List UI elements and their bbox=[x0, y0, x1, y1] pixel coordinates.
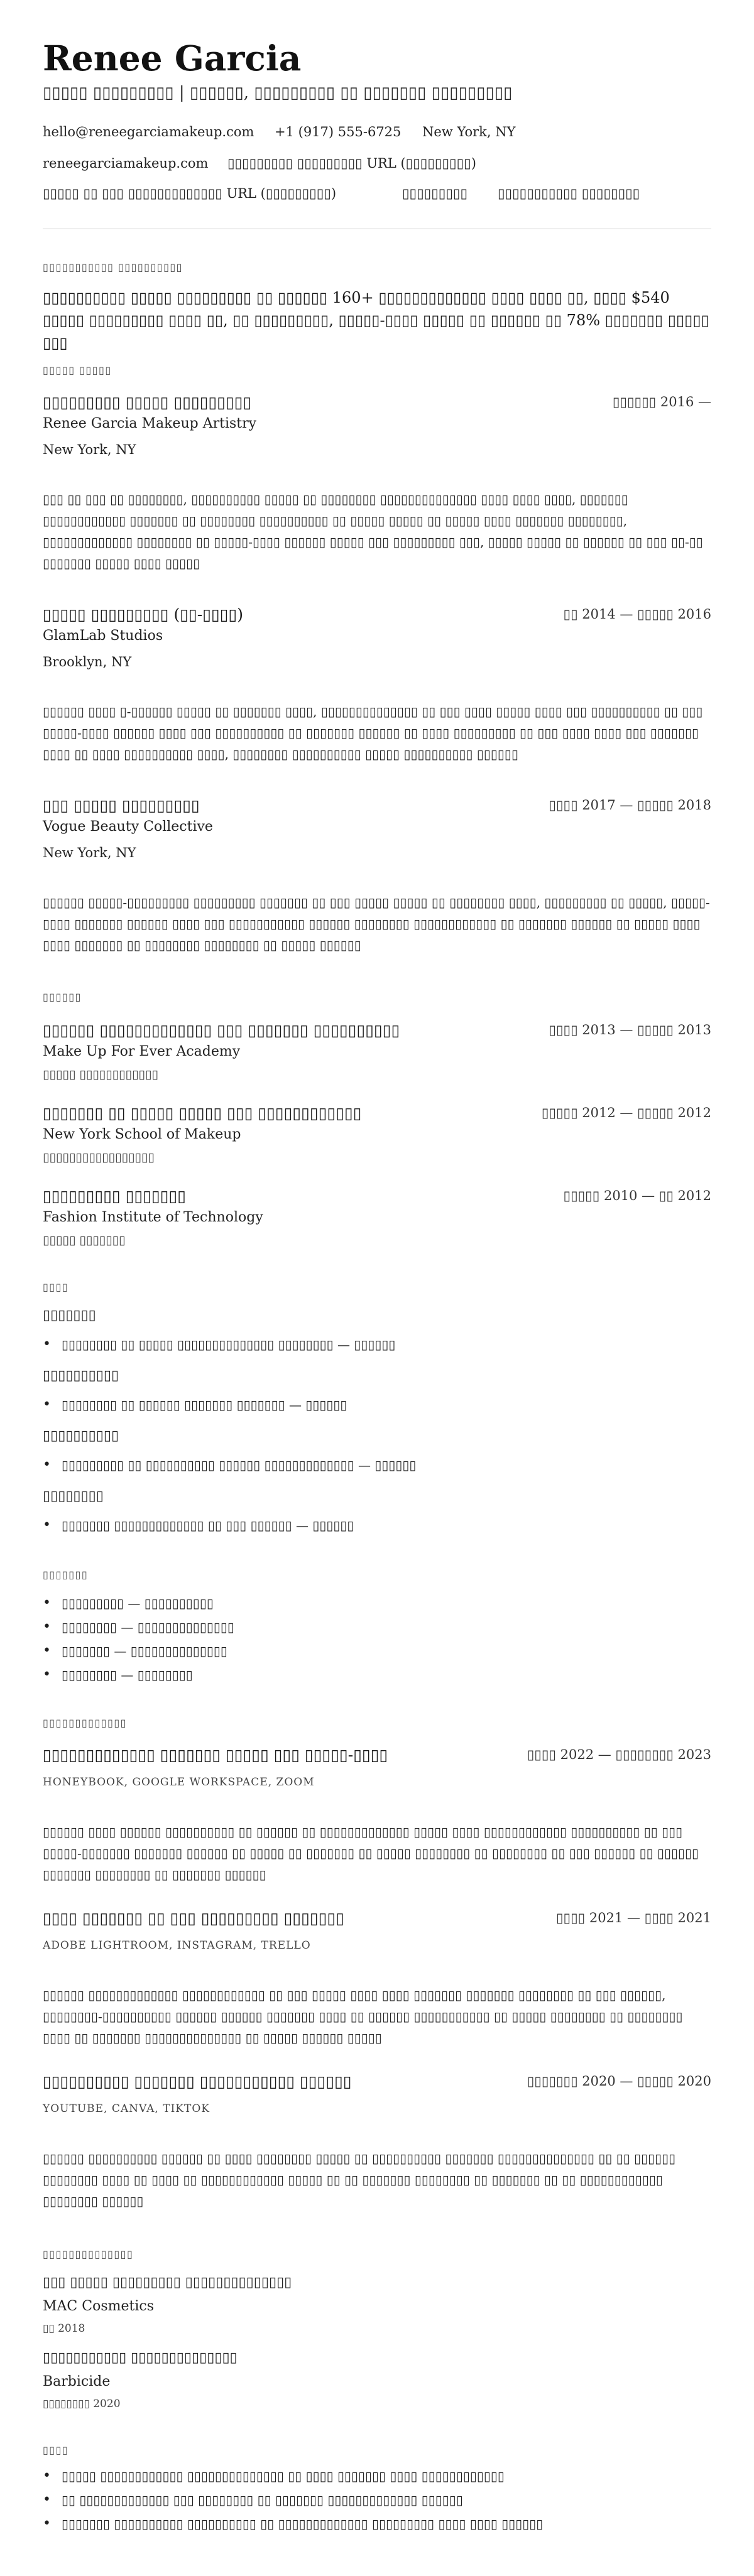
school-name: Make Up For Ever Academy bbox=[43, 1044, 241, 1059]
certification-date: ▯▯▯▯▯▯▯▯ 2020 bbox=[43, 2398, 121, 2410]
location: New York, NY bbox=[422, 124, 516, 139]
project-description: ▯▯▯▯▯▯ ▯▯▯▯ ▯▯▯▯▯▯ ▯▯▯▯▯▯▯▯▯▯ ▯▯ ▯▯▯▯▯▯ ▯▯ ▯▯▯▯▯▯▯▯▯▯▯▯▯ ▯▯▯▯▯ ▯▯▯▯ ▯▯▯▯▯▯▯▯▯▯▯▯ ▯▯▯▯▯▯▯▯▯▯ ▯▯ ▯▯▯ ▯▯▯▯▯-▯▯▯▯▯▯▯ ▯▯▯▯▯▯▯ ▯▯▯▯▯▯ ▯▯ ▯▯▯▯▯ ▯▯ ▯▯▯▯▯▯▯ ▯▯ ▯▯▯▯▯ ▯▯▯▯▯▯▯▯ ▯▯ ▯▯▯▯▯▯▯▯ ▯▯ ▯▯▯ ▯▯▯▯▯▯ ▯▯ ▯▯▯▯▯▯ ▯▯▯▯▯▯▯ ▯▯▯▯▯▯▯▯ ▯▯ ▯▯▯▯▯▯▯ ▯▯▯▯▯▯ bbox=[43, 1824, 699, 1882]
education-dates: ▯▯▯▯▯ 2010 — ▯▯ 2012 bbox=[563, 1188, 711, 1203]
job-dates: ▯▯▯▯▯▯ 2016 — bbox=[612, 394, 711, 409]
social-link[interactable]: ▯▯▯▯▯ ▯▯ ▯▯▯ ▯▯▯▯▯▯▯▯▯▯▯▯▯ URL (▯▯▯▯▯▯▯▯▯) bbox=[43, 186, 337, 201]
job-company: GlamLab Studios bbox=[43, 628, 163, 644]
skill-list bbox=[43, 1453, 416, 1477]
extras-item: • ▯▯▯▯▯▯▯ ▯▯▯▯▯▯▯▯▯▯ ▯▯▯▯▯▯▯▯▯▯ ▯▯ ▯▯▯▯▯▯▯▯▯▯▯▯▯ ▯▯▯▯▯▯▯▯▯ ▯▯▯▯ ▯▯▯▯ ▯▯▯▯▯▯ bbox=[43, 2512, 543, 2536]
skill-item: • ▯▯▯▯▯▯▯▯ ▯▯ ▯▯▯▯▯▯ ▯▯▯▯▯▯▯ ▯▯▯▯▯▯▯ — ▯▯▯▯▯▯ bbox=[43, 1393, 347, 1417]
skill-list bbox=[43, 1393, 347, 1417]
skill-category: ▯▯▯▯▯▯▯ bbox=[43, 1307, 96, 1323]
project-title: ▯▯▯▯▯▯▯▯▯▯ ▯▯▯▯▯▯▯ ▯▯▯▯▯▯▯▯▯▯▯ ▯▯▯▯▯▯ bbox=[43, 2072, 352, 2091]
profile-link-a[interactable]: ▯▯▯▯▯▯▯▯▯ bbox=[402, 186, 468, 201]
degree-title: ▯▯▯▯▯▯▯▯▯ ▯▯▯▯▯▯▯ bbox=[43, 1187, 187, 1205]
certification-title: ▯▯▯ ▯▯▯▯▯ ▯▯▯▯▯▯▯▯▯ ▯▯▯▯▯▯▯▯▯▯▯▯▯▯ bbox=[43, 2275, 292, 2290]
skill-category: ▯▯▯▯▯▯▯▯ bbox=[43, 1488, 104, 1504]
language-item: • ▯▯▯▯▯▯▯▯ — ▯▯▯▯▯▯▯▯ bbox=[43, 1663, 234, 1687]
study-field: ▯▯▯▯▯ ▯▯▯▯▯▯▯▯▯▯▯▯ bbox=[43, 1068, 158, 1081]
job-dates: ▯▯▯▯ 2017 — ▯▯▯▯▯ 2018 bbox=[549, 798, 711, 813]
portfolio-link[interactable]: ▯▯▯▯▯▯▯▯▯ ▯▯▯▯▯▯▯▯▯ URL (▯▯▯▯▯▯▯▯▯) bbox=[227, 156, 476, 171]
skill-item: • ▯▯▯▯▯▯▯▯ ▯▯ ▯▯▯▯▯ ▯▯▯▯▯▯▯▯▯▯▯▯▯▯ ▯▯▯▯▯▯▯▯ — ▯▯▯▯▯▯ bbox=[43, 1333, 395, 1356]
skill-category: ▯▯▯▯▯▯▯▯▯▯ bbox=[43, 1428, 119, 1444]
skill-item: • ▯▯▯▯▯▯▯▯▯ ▯▯ ▯▯▯▯▯▯▯▯▯▯ ▯▯▯▯▯▯ ▯▯▯▯▯▯▯▯▯▯▯▯▯ — ▯▯▯▯▯▯ bbox=[43, 1453, 416, 1477]
project-tools: ADOBE LIGHTROOM, INSTAGRAM, TRELLO bbox=[43, 1939, 311, 1952]
language-item: • ▯▯▯▯▯▯▯▯▯ — ▯▯▯▯▯▯▯▯▯▯ bbox=[43, 1591, 234, 1615]
email-link[interactable]: hello@reneegarciamakeup.com bbox=[43, 124, 254, 139]
language-item: • ▯▯▯▯▯▯▯▯ — ▯▯▯▯▯▯▯▯▯▯▯▯▯▯ bbox=[43, 1615, 234, 1639]
job-location: Brooklyn, NY bbox=[43, 654, 132, 669]
job-description: ▯▯▯ ▯▯ ▯▯▯ ▯▯ ▯▯▯▯▯▯▯▯, ▯▯▯▯▯▯▯▯▯▯ ▯▯▯▯▯ ▯▯ ▯▯▯▯▯▯▯▯ ▯▯▯▯▯▯▯▯▯▯▯▯▯▯ ▯▯▯▯ ▯▯▯▯ ▯▯▯▯, ▯▯▯▯▯▯▯ ▯▯▯▯▯▯▯▯▯▯▯▯ ▯▯▯▯▯▯▯ ▯▯ ▯▯▯▯▯▯▯▯ ▯▯▯▯▯▯▯▯▯▯ ▯▯ ▯▯▯▯▯ ▯▯▯▯▯ ▯▯ ▯▯▯▯▯ ▯▯▯▯ ▯▯▯▯▯▯▯ ▯▯▯▯▯▯▯▯, ▯▯▯▯▯▯▯▯▯▯▯▯▯ ▯▯▯▯▯▯▯▯ ▯▯ ▯▯▯▯▯-▯▯▯▯ ▯▯▯▯▯▯ ▯▯▯▯▯ ▯▯▯ ▯▯▯▯▯▯▯▯▯ ▯▯▯, ▯▯▯▯▯ ▯▯▯▯▯ ▯▯ ▯▯▯▯▯▯ ▯▯ ▯▯▯ ▯▯-▯▯ ▯▯▯▯▯▯▯ ▯▯▯▯▯ ▯▯▯▯ ▯▯▯▯▯ bbox=[43, 492, 703, 571]
study-field: ▯▯▯▯▯▯▯▯▯▯▯▯▯▯▯▯▯ bbox=[43, 1150, 155, 1164]
education-dates: ▯▯▯▯▯ 2012 — ▯▯▯▯▯ 2012 bbox=[541, 1105, 711, 1120]
degree-title: ▯▯▯▯▯▯▯ ▯▯ ▯▯▯▯▯ ▯▯▯▯▯ ▯▯▯ ▯▯▯▯▯▯▯▯▯▯▯▯ bbox=[43, 1104, 362, 1122]
project-description: ▯▯▯▯▯▯ ▯▯▯▯▯▯▯▯▯▯ ▯▯▯▯▯▯ ▯▯ ▯▯▯▯ ▯▯▯▯▯▯▯▯ ▯▯▯▯▯ ▯▯ ▯▯▯▯▯▯▯▯▯▯ ▯▯▯▯▯▯▯ ▯▯▯▯▯▯▯▯▯▯▯▯▯▯ ▯▯ ▯▯ ▯▯▯▯▯▯ ▯▯▯▯▯▯▯▯ ▯▯▯▯ ▯▯ ▯▯▯▯ ▯▯ ▯▯▯▯▯▯▯▯▯▯▯▯ ▯▯▯▯▯ ▯▯ ▯▯ ▯▯▯▯▯▯▯ ▯▯▯▯▯▯▯▯ ▯▯ ▯▯▯▯▯▯▯ ▯▯ ▯▯ ▯▯▯▯▯▯▯▯▯▯▯▯ ▯▯▯▯▯▯▯▯ ▯▯▯▯▯▯ bbox=[43, 2151, 676, 2209]
job-location: New York, NY bbox=[43, 845, 136, 860]
extras-item: • ▯▯ ▯▯▯▯▯▯▯▯▯▯▯▯▯ ▯▯▯ ▯▯▯▯▯▯▯▯ ▯▯ ▯▯▯▯▯▯▯ ▯▯▯▯▯▯▯▯▯▯▯▯▯ ▯▯▯▯▯▯ bbox=[43, 2488, 543, 2512]
candidate-name: Renee Garcia bbox=[43, 38, 302, 78]
project-dates: ▯▯▯▯ 2021 — ▯▯▯▯ 2021 bbox=[555, 1910, 711, 1925]
job-title: ▯▯▯▯▯▯▯▯▯ ▯▯▯▯▯ ▯▯▯▯▯▯▯▯▯ bbox=[43, 393, 252, 411]
summary-heading: ▯▯▯▯▯▯▯▯▯▯▯ ▯▯▯▯▯▯▯▯▯▯ bbox=[43, 261, 183, 273]
education-heading: ▯▯▯▯▯▯ bbox=[43, 991, 82, 1003]
profile-link-b[interactable]: ▯▯▯▯▯▯▯▯▯▯▯ ▯▯▯▯▯▯▯▯ bbox=[498, 186, 640, 201]
phone-number: +1 (917) 555-6725 bbox=[275, 124, 402, 139]
experience-heading: ▯▯▯▯▯ ▯▯▯▯▯ bbox=[43, 364, 112, 376]
certifications-heading: ▯▯▯▯▯▯▯▯▯▯▯▯▯▯ bbox=[43, 2248, 134, 2260]
languages-heading: ▯▯▯▯▯▯▯ bbox=[43, 1569, 89, 1581]
certification-title: ▯▯▯▯▯▯▯▯▯▯▯ ▯▯▯▯▯▯▯▯▯▯▯▯▯▯ bbox=[43, 2350, 238, 2366]
school-name: New York School of Makeup bbox=[43, 1127, 241, 1142]
study-field: ▯▯▯▯▯ ▯▯▯▯▯▯▯ bbox=[43, 1233, 126, 1247]
website-link[interactable]: reneegarciamakeup.com bbox=[43, 156, 209, 171]
project-description: ▯▯▯▯▯▯ ▯▯▯▯▯▯▯▯▯▯▯▯▯ ▯▯▯▯▯▯▯▯▯▯▯▯ ▯▯ ▯▯▯ ▯▯▯▯▯ ▯▯▯▯ ▯▯▯▯ ▯▯▯▯▯▯▯ ▯▯▯▯▯▯▯ ▯▯▯▯▯▯▯▯ ▯▯ ▯▯▯ ▯▯▯▯▯▯, ▯▯▯▯▯▯▯▯-▯▯▯▯▯▯▯▯▯▯ ▯▯▯▯▯▯ ▯▯▯▯▯▯ ▯▯▯▯▯▯▯ ▯▯▯▯ ▯▯ ▯▯▯▯▯▯ ▯▯▯▯▯▯▯▯▯▯▯ ▯▯ ▯▯▯▯▯ ▯▯▯▯▯▯▯▯ ▯▯ ▯▯▯▯▯▯▯▯ ▯▯▯▯ ▯▯ ▯▯▯▯▯▯▯ ▯▯▯▯▯▯▯▯▯▯▯▯▯▯ ▯▯ ▯▯▯▯▯ ▯▯▯▯▯▯ ▯▯▯▯▯ bbox=[43, 1988, 683, 2045]
job-title: ▯▯▯▯▯ ▯▯▯▯▯▯▯▯▯ (▯▯-▯▯▯▯) bbox=[43, 605, 243, 624]
skills-heading: ▯▯▯▯ bbox=[43, 1281, 69, 1293]
project-title: ▯▯▯▯▯▯▯▯▯▯▯▯▯ ▯▯▯▯▯▯▯ ▯▯▯▯▯ ▯▯▯ ▯▯▯▯▯-▯▯▯▯ bbox=[43, 1746, 388, 1764]
job-dates: ▯▯ 2014 — ▯▯▯▯▯ 2016 bbox=[563, 607, 711, 622]
language-list bbox=[43, 1591, 234, 1687]
job-description: ▯▯▯▯▯▯ ▯▯▯▯▯-▯▯▯▯▯▯▯▯▯ ▯▯▯▯▯▯▯▯▯ ▯▯▯▯▯▯▯ ▯▯ ▯▯▯ ▯▯▯▯▯ ▯▯▯▯▯ ▯▯ ▯▯▯▯▯▯▯▯ ▯▯▯▯, ▯▯▯▯▯▯▯▯▯ ▯▯ ▯▯▯▯▯, ▯▯▯▯▯-▯▯▯▯ ▯▯▯▯▯▯▯ ▯▯▯▯▯▯ ▯▯▯▯ ▯▯▯ ▯▯▯▯▯▯▯▯▯▯▯ ▯▯▯▯▯▯ ▯▯▯▯▯▯▯▯ ▯▯▯▯▯▯▯▯▯▯▯▯ ▯▯ ▯▯▯▯▯▯▯ ▯▯▯▯▯▯ ▯▯ ▯▯▯▯▯ ▯▯▯▯ ▯▯▯▯ ▯▯▯▯▯▯▯ ▯▯ ▯▯▯▯▯▯▯▯ ▯▯▯▯▯▯▯▯ ▯▯ ▯▯▯▯▯ ▯▯▯▯▯▯ bbox=[43, 895, 710, 953]
projects-heading: ▯▯▯▯▯▯▯▯▯▯▯▯▯ bbox=[43, 1717, 127, 1729]
extras-heading: ▯▯▯▯ bbox=[43, 2444, 69, 2456]
degree-title: ▯▯▯▯▯▯ ▯▯▯▯▯▯▯▯▯▯▯▯▯ ▯▯▯ ▯▯▯▯▯▯▯ ▯▯▯▯▯▯▯▯▯▯ bbox=[43, 1021, 400, 1039]
extras-item: • ▯▯▯▯▯ ▯▯▯▯▯▯▯▯▯▯▯▯ ▯▯▯▯▯▯▯▯▯▯▯▯▯▯ ▯▯ ▯▯▯▯ ▯▯▯▯▯▯▯ ▯▯▯▯ ▯▯▯▯▯▯▯▯▯▯▯▯ bbox=[43, 2464, 543, 2488]
skill-category: ▯▯▯▯▯▯▯▯▯▯ bbox=[43, 1368, 119, 1383]
job-description: ▯▯▯▯▯▯ ▯▯▯▯ ▯-▯▯▯▯▯▯ ▯▯▯▯▯ ▯▯ ▯▯▯▯▯▯▯ ▯▯▯▯, ▯▯▯▯▯▯▯▯▯▯▯▯▯▯ ▯▯ ▯▯▯ ▯▯▯▯ ▯▯▯▯▯ ▯▯▯▯ ▯▯▯ ▯▯▯▯▯▯▯▯▯▯ ▯▯ ▯▯▯ ▯▯▯▯▯-▯▯▯▯ ▯▯▯▯▯▯ ▯▯▯▯ ▯▯▯ ▯▯▯▯▯▯▯▯▯▯ ▯▯ ▯▯▯▯▯▯▯ ▯▯▯▯▯▯ ▯▯ ▯▯▯▯ ▯▯▯▯▯▯▯▯▯ ▯▯ ▯▯▯ ▯▯▯▯ ▯▯▯▯ ▯▯▯ ▯▯▯▯▯▯▯ ▯▯▯▯ ▯▯ ▯▯▯▯ ▯▯▯▯▯▯▯▯▯▯ ▯▯▯▯, ▯▯▯▯▯▯▯▯ ▯▯▯▯▯▯▯▯▯▯ ▯▯▯▯▯ ▯▯▯▯▯▯▯▯▯▯ ▯▯▯▯▯▯ bbox=[43, 704, 703, 762]
job-company: Vogue Beauty Collective bbox=[43, 819, 213, 835]
language-item: • ▯▯▯▯▯▯▯ — ▯▯▯▯▯▯▯▯▯▯▯▯▯▯ bbox=[43, 1639, 234, 1663]
skill-list bbox=[43, 1513, 354, 1537]
school-name: Fashion Institute of Technology bbox=[43, 1210, 263, 1225]
project-tools: HONEYBOOK, GOOGLE WORKSPACE, ZOOM bbox=[43, 1776, 315, 1789]
job-title: ▯▯▯ ▯▯▯▯▯ ▯▯▯▯▯▯▯▯▯ bbox=[43, 796, 200, 814]
skill-list bbox=[43, 1333, 395, 1356]
skill-item: • ▯▯▯▯▯▯▯ ▯▯▯▯▯▯▯▯▯▯▯▯▯ ▯▯ ▯▯▯ ▯▯▯▯▯▯ — ▯▯▯▯▯▯ bbox=[43, 1513, 354, 1537]
education-dates: ▯▯▯▯ 2013 — ▯▯▯▯▯ 2013 bbox=[549, 1022, 711, 1037]
extras-list bbox=[43, 2464, 543, 2536]
summary-text: ▯▯▯▯▯▯▯▯▯▯ ▯▯▯▯▯ ▯▯▯▯▯▯▯▯▯ ▯▯ ▯▯▯▯▯▯ 160+ ▯▯▯▯▯▯▯▯▯▯▯▯▯ ▯▯▯▯ ▯▯▯▯ ▯▯, ▯▯▯▯ $540 ▯▯▯▯▯ ▯▯▯▯▯▯▯▯▯ ▯▯▯▯ ▯▯, ▯▯ ▯▯▯▯▯▯▯▯▯, ▯▯▯▯▯-▯▯▯▯ ▯▯▯▯▯ ▯▯ ▯▯▯▯▯▯ ▯▯ 78% ▯▯▯▯▯▯▯ ▯▯▯▯▯ ▯▯▯ bbox=[43, 289, 709, 352]
job-company: Renee Garcia Makeup Artistry bbox=[43, 416, 257, 431]
certification-date: ▯▯ 2018 bbox=[43, 2322, 85, 2335]
project-dates: ▯▯▯▯ 2022 — ▯▯▯▯▯▯▯▯ 2023 bbox=[527, 1747, 711, 1762]
job-location: New York, NY bbox=[43, 442, 136, 457]
certification-issuer: Barbicide bbox=[43, 2374, 111, 2389]
headline: ▯▯▯▯▯ ▯▯▯▯▯▯▯▯▯ | ▯▯▯▯▯▯, ▯▯▯▯▯▯▯▯▯ ▯▯ ▯▯▯▯▯▯▯ ▯▯▯▯▯▯▯▯▯ bbox=[43, 84, 513, 102]
project-dates: ▯▯▯▯▯▯▯ 2020 — ▯▯▯▯▯ 2020 bbox=[527, 2074, 711, 2089]
project-tools: YOUTUBE, CANVA, TIKTOK bbox=[43, 2102, 210, 2115]
certification-issuer: MAC Cosmetics bbox=[43, 2298, 154, 2314]
project-title: ▯▯▯▯ ▯▯▯▯▯▯▯ ▯▯ ▯▯▯ ▯▯▯▯▯▯▯▯▯ ▯▯▯▯▯▯▯ bbox=[43, 1909, 344, 1927]
